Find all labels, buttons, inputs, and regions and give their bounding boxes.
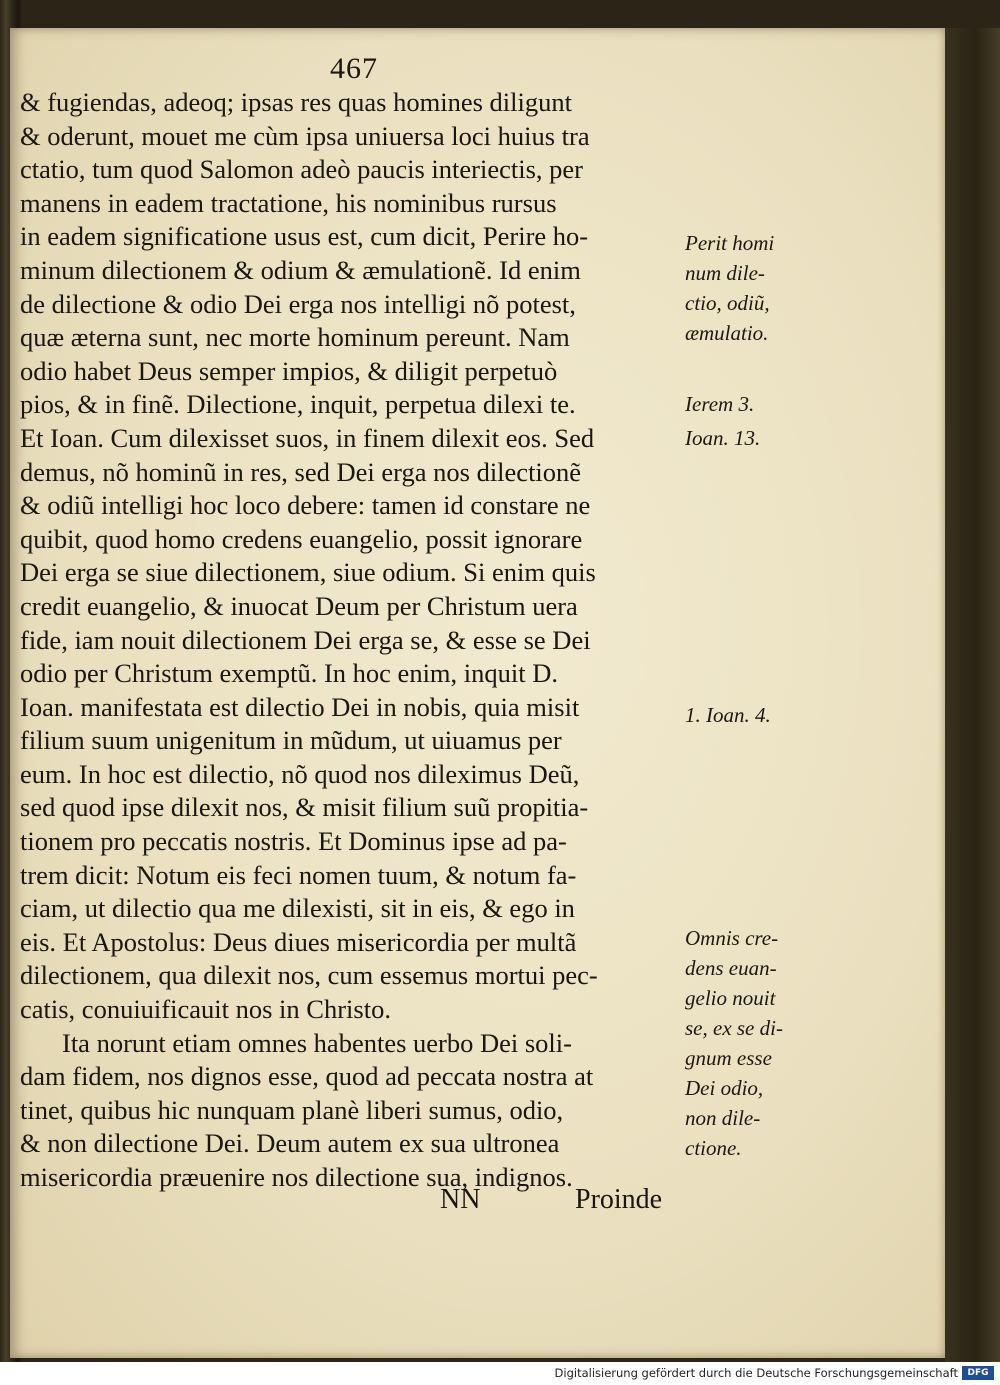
text-line: pios, & in finẽ. Dilectione, inquit, perpetua dilexi te.	[20, 389, 576, 420]
text-line: & non dilectione Dei. Deum autem ex sua ultronea	[20, 1128, 560, 1159]
text-line: quibit, quod homo credens euangelio, possit ignorare	[20, 523, 583, 554]
text-line: Et Ioan. Cum dilexisset suos, in finem dilexit eos. Sed	[20, 422, 595, 453]
margin-note	[685, 700, 771, 730]
funding-credit: Digitalisierung gefördert durch die Deutsche Forschungsgemeinschaft	[554, 1366, 958, 1380]
signature-mark: NN	[440, 1184, 481, 1215]
margin-note-line: æmulatio.	[685, 321, 769, 345]
margin-note-line: gnum esse	[685, 1046, 772, 1070]
margin-note-line: Perit homi	[685, 231, 775, 255]
catchword-line	[0, 1184, 700, 1220]
page-edge	[945, 28, 1000, 1362]
text-line: & odiũ intelligi hoc loco debere: tamen id constare ne	[20, 490, 591, 521]
text-line: minum dilectionem & odium & æmulationẽ. Id enim	[20, 254, 581, 285]
text-line: Ioan. manifestata est dilectio Dei in nobis, quia misit	[20, 691, 580, 722]
margin-note	[685, 423, 760, 453]
text-line: trem dicit: Notum eis feci nomen tuum, & notum fa-	[20, 859, 577, 890]
catchword: Proinde	[575, 1184, 663, 1215]
footer-bar	[0, 1362, 1000, 1385]
margin-note-line: gelio nouit	[685, 986, 776, 1010]
margin-note-line: 1. Ioan. 4.	[685, 703, 771, 727]
margin-note-line: ctione.	[685, 1136, 742, 1160]
text-line: misericordia præuenire nos dilectione sua, indignos.	[20, 1162, 573, 1192]
text-line: filium suum unigenitum in mũdum, ut uiuamus per	[20, 725, 562, 756]
text-line: eum. In hoc est dilectio, nõ quod nos dileximus Deũ,	[20, 758, 580, 789]
margin-note-line: Ioan. 13.	[685, 426, 761, 450]
text-line: Ita norunt etiam omnes habentes uerbo Dei soli-	[62, 1027, 572, 1058]
text-line: tinet, quibus hic nunquam planè liberi sumus, odio,	[20, 1094, 564, 1125]
margin-note	[685, 228, 774, 348]
text-line: Dei erga se siue dilectionem, siue odium. Si enim quis	[20, 557, 596, 588]
text-line: manens in eadem tractatione, his nominibus rursus	[20, 187, 557, 218]
text-line: ctatio, tum quod Salomon adeò paucis interiectis, per	[20, 154, 583, 185]
text-line: ciam, ut dilectio qua me dilexisti, sit in eis, & ego in	[20, 893, 575, 924]
text-line: dilectionem, qua dilexit nos, cum essemus mortui pec-	[20, 960, 598, 991]
text-line: odio habet Deus semper impios, & diligit perpetuò	[20, 355, 558, 386]
margin-note-line: non dile-	[685, 1106, 761, 1130]
margin-note-line: dens euan-	[685, 956, 777, 980]
text-line: in eadem significatione usus est, cum dicit, Perire ho-	[20, 221, 589, 252]
text-line: de dilectione & odio Dei erga nos intelligi nõ potest,	[20, 288, 576, 319]
text-line: sed quod ipse dilexit nos, & misit filium suũ propitia-	[20, 792, 589, 823]
text-line: odio per Christum exemptũ. In hoc enim, inquit D.	[20, 658, 559, 689]
margin-note	[685, 923, 783, 1163]
text-line: credit euangelio, & inuocat Deum per Christum uera	[20, 590, 578, 621]
margin-note-line: Omnis cre-	[685, 926, 779, 950]
margin-note-line: se, ex se di-	[685, 1016, 783, 1040]
margin-note-line: ctio, odiũ,	[685, 291, 770, 315]
margin-note-line: Dei odio,	[685, 1076, 764, 1100]
text-line: demus, nõ hominũ in res, sed Dei erga nos dilectionẽ	[20, 456, 582, 487]
text-line: tionem pro peccatis nostris. Et Dominus ipse ad pa-	[20, 826, 567, 857]
page-number: 467	[330, 52, 378, 85]
margin-note-line: num dile-	[685, 261, 765, 285]
text-line: dam fidem, nos dignos esse, quod ad peccata nostra at	[20, 1061, 594, 1092]
text-line: & fugiendas, adeoq; ipsas res quas homines diligunt	[20, 87, 572, 117]
text-line: eis. Et Apostolus: Deus diues misericordia per multã	[20, 926, 577, 957]
margin-note	[685, 389, 754, 419]
body-text	[20, 86, 692, 1195]
text-line: quæ æterna sunt, nec morte hominum pereunt. Nam	[20, 322, 570, 353]
margin-note-line: Ierem 3.	[685, 392, 755, 416]
text-line: fide, iam nouit dilectionem Dei erga se, & esse se Dei	[20, 624, 591, 655]
text-line: catis, conuiuificauit nos in Christo.	[20, 994, 391, 1025]
dfg-logo-icon: DFG	[962, 1366, 994, 1380]
text-line: & oderunt, mouet me cùm ipsa uniuersa loci huius tra	[20, 120, 590, 151]
